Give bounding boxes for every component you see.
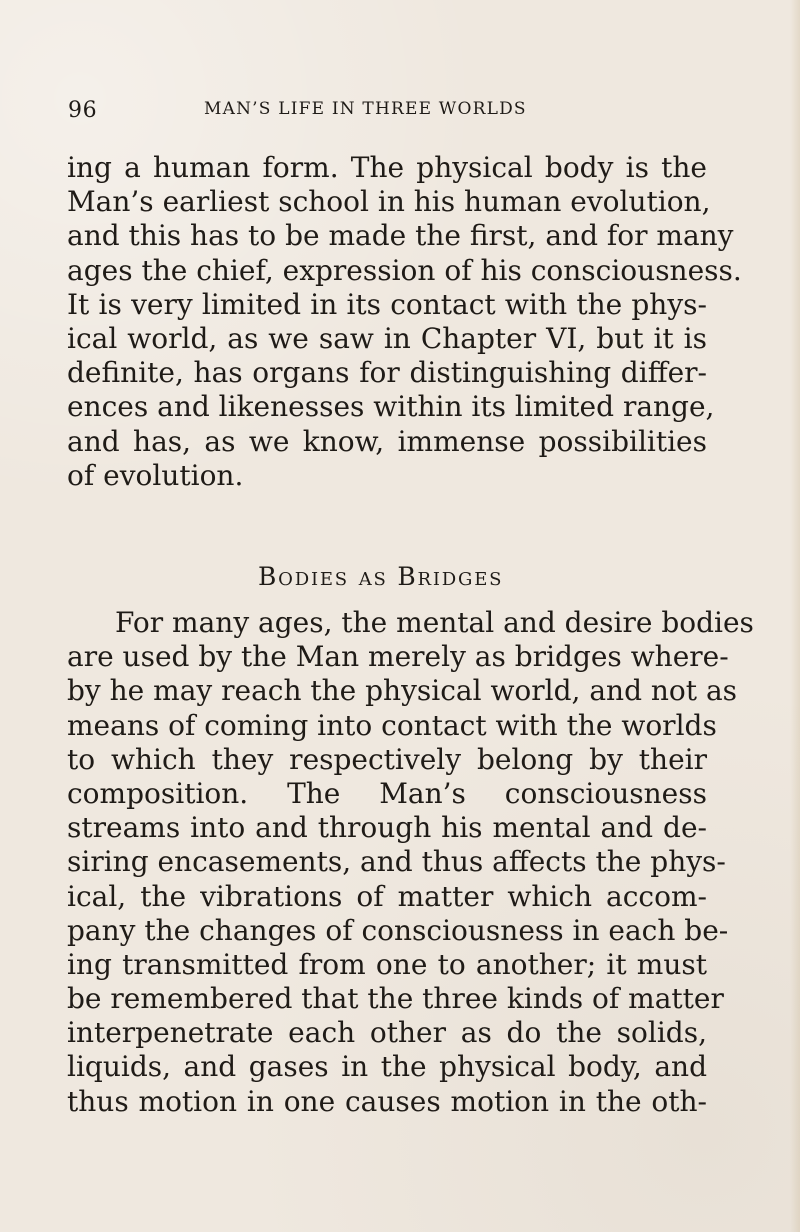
- paragraph-2: [67, 606, 754, 1119]
- paragraph-line: by he may reach the physical world, and not as: [67, 674, 738, 708]
- page-number: 96: [68, 98, 98, 123]
- paragraph-line: thus motion in one causes motion in the oth-: [67, 1084, 707, 1118]
- paragraph-1: [67, 151, 742, 493]
- section-heading: Bodies as Bridges: [258, 562, 504, 591]
- paragraph-line: are used by the Man merely as bridges where-: [67, 640, 729, 674]
- page-header: [68, 98, 708, 122]
- paragraph-line: ages the chief, expression of his consciousness.: [67, 253, 742, 287]
- paragraph-line: ing a human form. The physical body is the: [67, 151, 707, 184]
- paragraph-line: For many ages, the mental and desire bodies: [115, 606, 754, 639]
- paragraph-line: ences and likenesses within its limited range,: [67, 390, 715, 424]
- paragraph-line: liquids, and gases in the physical body, and: [67, 1050, 707, 1084]
- paragraph-line: to which they respectively belong by their: [67, 742, 707, 776]
- paragraph-line: pany the changes of consciousness in each be-: [67, 913, 729, 947]
- paragraph-line: ing transmitted from one to another; it must: [67, 947, 707, 981]
- paragraph-line: of evolution.: [67, 458, 244, 492]
- paragraph-line: composition. The Man’s consciousness: [67, 776, 707, 810]
- paragraph-line: streams into and through his mental and de-: [67, 811, 707, 845]
- page-edge: [790, 0, 800, 1232]
- paragraph-line: ical world, as we saw in Chapter VI, but it is: [67, 321, 707, 355]
- paragraph-line: ical, the vibrations of matter which accom-: [67, 879, 707, 913]
- paragraph-line: and has, as we know, immense possibilities: [67, 424, 707, 458]
- paragraph-line: definite, has organs for distinguishing differ-: [67, 356, 707, 390]
- paragraph-line: be remembered that the three kinds of matter: [67, 982, 724, 1016]
- paragraph-line: means of coming into contact with the worlds: [67, 708, 717, 742]
- paragraph-line: Man’s earliest school in his human evolution,: [67, 185, 711, 219]
- paragraph-line: It is very limited in its contact with the phys-: [67, 287, 707, 321]
- running-head: MAN’S LIFE IN THREE WORLDS: [204, 99, 527, 119]
- paragraph-line: siring encasements, and thus affects the phys-: [67, 845, 726, 879]
- paragraph-line: interpenetrate each other as do the solids,: [67, 1016, 707, 1050]
- paragraph-line: and this has to be made the first, and for many: [67, 219, 734, 253]
